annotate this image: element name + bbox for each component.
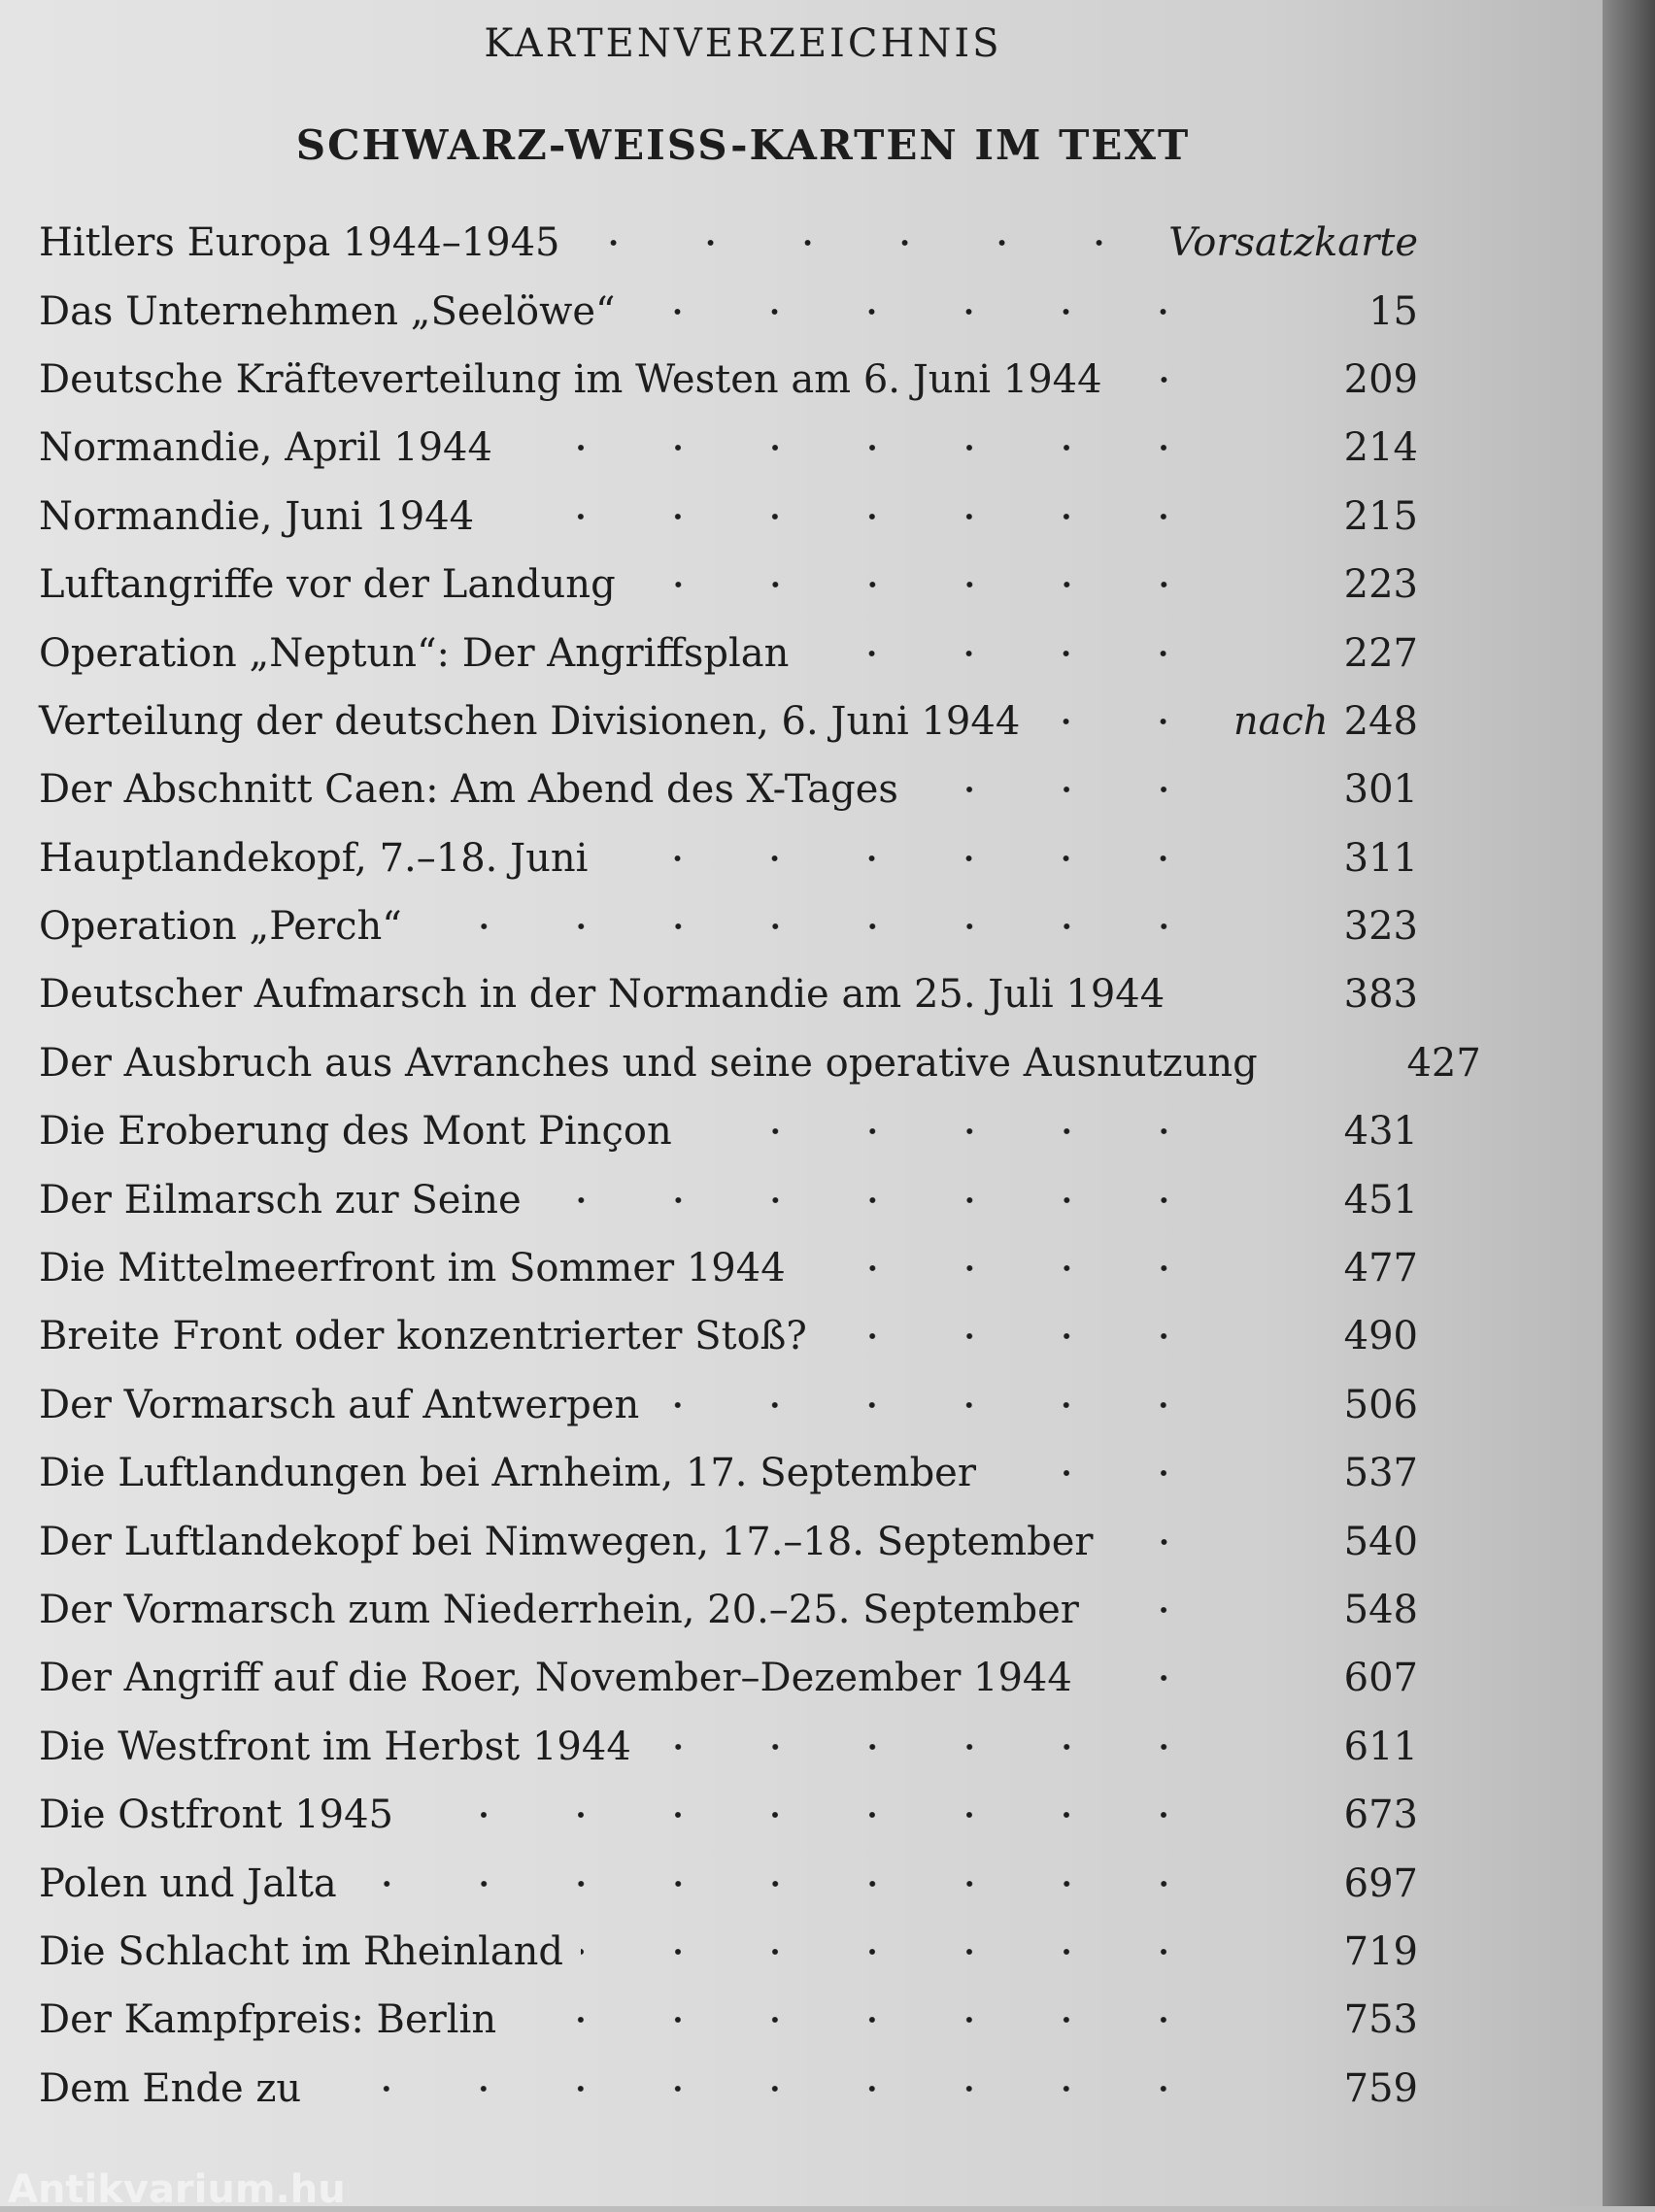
- toc-entry-title: Hitlers Europa 1944–1945: [39, 220, 560, 266]
- toc-entry: [39, 619, 1418, 687]
- dot-leader: [994, 1454, 1212, 1492]
- toc-entry: [39, 2055, 1418, 2123]
- dot-leader: [514, 2000, 1212, 2039]
- toc-entry-page-number: 311: [1343, 835, 1418, 881]
- toc-entry-page: [1233, 699, 1418, 744]
- toc-entry-page-number: 383: [1343, 972, 1418, 1018]
- dot-leader: [690, 1112, 1212, 1151]
- dot-leader: [632, 292, 1212, 331]
- dot-leader: [411, 1795, 1212, 1834]
- toc-entry-page: [1233, 631, 1418, 676]
- toc-entry-page: [1233, 1178, 1418, 1223]
- dot-leader: [825, 1317, 1212, 1356]
- toc-entry: [39, 1576, 1418, 1644]
- toc-entry-page-number: 323: [1343, 904, 1418, 950]
- toc-entry: [39, 277, 1418, 345]
- toc-entry-title: Polen und Jalta: [39, 1860, 337, 1906]
- dot-leader: [578, 223, 1148, 262]
- toc-entry-page: [1233, 1929, 1418, 1974]
- toc-entry-page: [1233, 357, 1418, 402]
- toc-entry: [39, 1849, 1418, 1917]
- toc-entry-page: [1233, 425, 1418, 470]
- toc-entry: [39, 687, 1418, 755]
- toc-entry-page: [1233, 1246, 1418, 1290]
- toc-entry-title: Hauptlandekopf, 7.–18. Juni: [39, 835, 589, 881]
- toc-entry-title: Die Ostfront 1945: [39, 1793, 393, 1838]
- toc-entry-page-number: 506: [1343, 1382, 1418, 1427]
- toc-entry-page-number: 490: [1343, 1314, 1418, 1359]
- toc-entry: [39, 1713, 1418, 1781]
- toc-entry-title: Der Luftlandekopf bei Nimwegen, 17.–18. September: [39, 1519, 1094, 1564]
- watermark: Antikvarium.hu: [8, 2167, 346, 2212]
- toc-entry: [39, 483, 1418, 551]
- toc-entry-page: [1233, 1997, 1418, 2042]
- toc-entry: [39, 1029, 1481, 1097]
- dot-leader: [803, 1249, 1212, 1288]
- toc-entry-title: Normandie, April 1944: [39, 425, 492, 471]
- toc-entry: [39, 824, 1418, 892]
- toc-entry-title: Der Eilmarsch zur Seine: [39, 1177, 522, 1223]
- dot-leader: [1037, 702, 1212, 741]
- toc-entry: [39, 1097, 1418, 1165]
- toc-entry-page: [1233, 1451, 1418, 1495]
- toc-entry-title: Operation „Neptun“: Der Angriffsplan: [39, 630, 790, 676]
- dot-leader: [420, 907, 1212, 946]
- toc-entry-page-number: 15: [1368, 288, 1418, 334]
- toc-entry: [39, 1302, 1418, 1370]
- toc-entry-page: [1233, 562, 1418, 607]
- map-list: [39, 209, 1481, 2123]
- toc-entry-page-number: 537: [1343, 1451, 1418, 1496]
- toc-entry-page-number: 697: [1343, 1860, 1418, 1906]
- toc-entry-page: [1233, 1520, 1418, 1564]
- dot-leader: [649, 1727, 1212, 1766]
- dot-leader: [806, 634, 1212, 673]
- dot-leader: [605, 839, 1212, 878]
- toc-entry-page-number: 227: [1343, 630, 1418, 676]
- running-head: KARTENVERZEICHNIS: [484, 21, 1002, 66]
- toc-entry-title: Operation „Perch“: [39, 904, 402, 950]
- dot-leader: [657, 1386, 1212, 1424]
- dot-leader: [355, 1864, 1212, 1903]
- toc-entry-page-number: 451: [1343, 1177, 1418, 1223]
- toc-entry-page: [1233, 1725, 1418, 1769]
- toc-entry-page-number: Vorsatzkarte: [1168, 220, 1418, 266]
- section-title: SCHWARZ-WEISS-KARTEN IM TEXT: [295, 121, 1191, 169]
- toc-entry-page-number: 209: [1343, 356, 1418, 402]
- toc-entry-page: [1233, 289, 1418, 334]
- toc-entry-title: Deutsche Kräfteverteilung im Westen am 6. Juni 1944: [39, 356, 1102, 402]
- dot-leader: [1090, 1659, 1212, 1697]
- toc-entry-page: [1233, 972, 1418, 1017]
- toc-entry-title: Die Mittelmeerfront im Sommer 1944: [39, 1246, 786, 1291]
- toc-entry-page: [1233, 904, 1418, 949]
- toc-entry-page-number: 540: [1343, 1519, 1418, 1564]
- toc-entry: [39, 551, 1418, 619]
- toc-entry-title: Die Westfront im Herbst 1944: [39, 1724, 631, 1769]
- toc-entry: [39, 892, 1418, 960]
- toc-entry-page-number: 719: [1343, 1928, 1418, 1974]
- toc-entry: [39, 1918, 1418, 1986]
- toc-entry-title: Der Vormarsch auf Antwerpen: [39, 1382, 640, 1427]
- dot-leader: [1111, 1523, 1213, 1561]
- toc-entry-page: [1233, 1109, 1418, 1154]
- page-edge: [1603, 0, 1655, 2206]
- toc-entry-page: [1233, 1861, 1418, 1906]
- toc-entry-page-number: 427: [1406, 1040, 1481, 1086]
- toc-entry-prefix: nach: [1233, 698, 1329, 744]
- toc-entry: [39, 209, 1418, 277]
- dot-leader: [510, 428, 1212, 467]
- toc-entry-page: [1233, 767, 1418, 812]
- toc-entry-page: [1297, 1041, 1481, 1086]
- toc-entry: [39, 1439, 1418, 1507]
- toc-entry-title: Das Unternehmen „Seelöwe“: [39, 288, 616, 334]
- toc-entry-page-number: 248: [1343, 698, 1418, 744]
- toc-entry-page: [1233, 1314, 1418, 1358]
- toc-entry-page-number: 223: [1343, 562, 1418, 608]
- toc-entry-page: [1233, 2066, 1418, 2111]
- dot-leader: [1182, 975, 1212, 1014]
- toc-entry-page-number: 611: [1343, 1724, 1418, 1769]
- toc-entry-title: Breite Front oder konzentrierter Stoß?: [39, 1314, 807, 1359]
- toc-entry: [39, 1234, 1418, 1302]
- toc-entry: [39, 960, 1418, 1028]
- toc-entry-title: Der Vormarsch zum Niederrhein, 20.–25. September: [39, 1588, 1079, 1632]
- toc-entry-title: Dem Ende zu: [39, 2065, 302, 2111]
- dot-leader: [916, 770, 1212, 809]
- toc-entry-title: Luftangriffe vor der Landung: [39, 562, 616, 608]
- toc-entry-title: Der Kampfpreis: Berlin: [39, 1997, 497, 2043]
- toc-entry-title: Normandie, Juni 1944: [39, 493, 475, 539]
- toc-entry-title: Der Angriff auf die Roer, November–Dezember 1944: [39, 1656, 1072, 1701]
- toc-entry-page-number: 548: [1343, 1588, 1418, 1632]
- toc-entry-page-number: 607: [1343, 1656, 1418, 1701]
- toc-entry-page-number: 301: [1343, 767, 1418, 813]
- toc-entry: [39, 346, 1418, 414]
- toc-entry-page: [1233, 836, 1418, 881]
- toc-entry-page: [1168, 220, 1418, 265]
- dot-leader: [581, 1932, 1212, 1971]
- toc-entry-page-number: 214: [1343, 425, 1418, 471]
- toc-entry: [39, 414, 1418, 482]
- toc-entry: [39, 1644, 1418, 1712]
- toc-entry-page: [1233, 1383, 1418, 1427]
- toc-entry-title: Die Eroberung des Mont Pinçon: [39, 1109, 672, 1155]
- toc-entry-title: Die Schlacht im Rheinland: [39, 1928, 563, 1974]
- toc-entry-title: Die Luftlandungen bei Arnheim, 17. September: [39, 1451, 976, 1496]
- toc-entry: [39, 755, 1418, 823]
- dot-leader: [633, 565, 1212, 604]
- toc-entry: [39, 1781, 1418, 1849]
- toc-entry-page-number: 759: [1343, 2065, 1418, 2111]
- dot-leader: [1120, 360, 1212, 399]
- toc-entry-title: Der Ausbruch aus Avranches und seine operative Ausnutzung: [39, 1040, 1258, 1086]
- dot-leader: [319, 2069, 1212, 2108]
- toc-entry-title: Deutscher Aufmarsch in der Normandie am 25. Juli 1944: [39, 972, 1165, 1018]
- dot-leader: [1097, 1591, 1212, 1629]
- toc-entry: [39, 1165, 1418, 1233]
- toc-entry-title: Der Abschnitt Caen: Am Abend des X-Tages: [39, 767, 898, 813]
- toc-entry-page: [1233, 494, 1418, 539]
- toc-entry-page: [1233, 1588, 1418, 1632]
- toc-entry-page-number: 431: [1343, 1109, 1418, 1155]
- toc-entry: [39, 1986, 1418, 2054]
- toc-entry-page-number: 673: [1343, 1793, 1418, 1838]
- dot-leader: [491, 497, 1212, 536]
- toc-entry-page: [1233, 1656, 1418, 1700]
- toc-entry-page: [1233, 1793, 1418, 1837]
- toc-entry: [39, 1371, 1418, 1439]
- toc-entry: [39, 1507, 1418, 1575]
- toc-entry-page-number: 215: [1343, 493, 1418, 539]
- toc-entry-page-number: 753: [1343, 1997, 1418, 2043]
- toc-entry-title: Verteilung der deutschen Divisionen, 6. Juni 1944: [39, 698, 1021, 744]
- toc-entry-page-number: 477: [1343, 1246, 1418, 1291]
- dot-leader: [539, 1181, 1212, 1220]
